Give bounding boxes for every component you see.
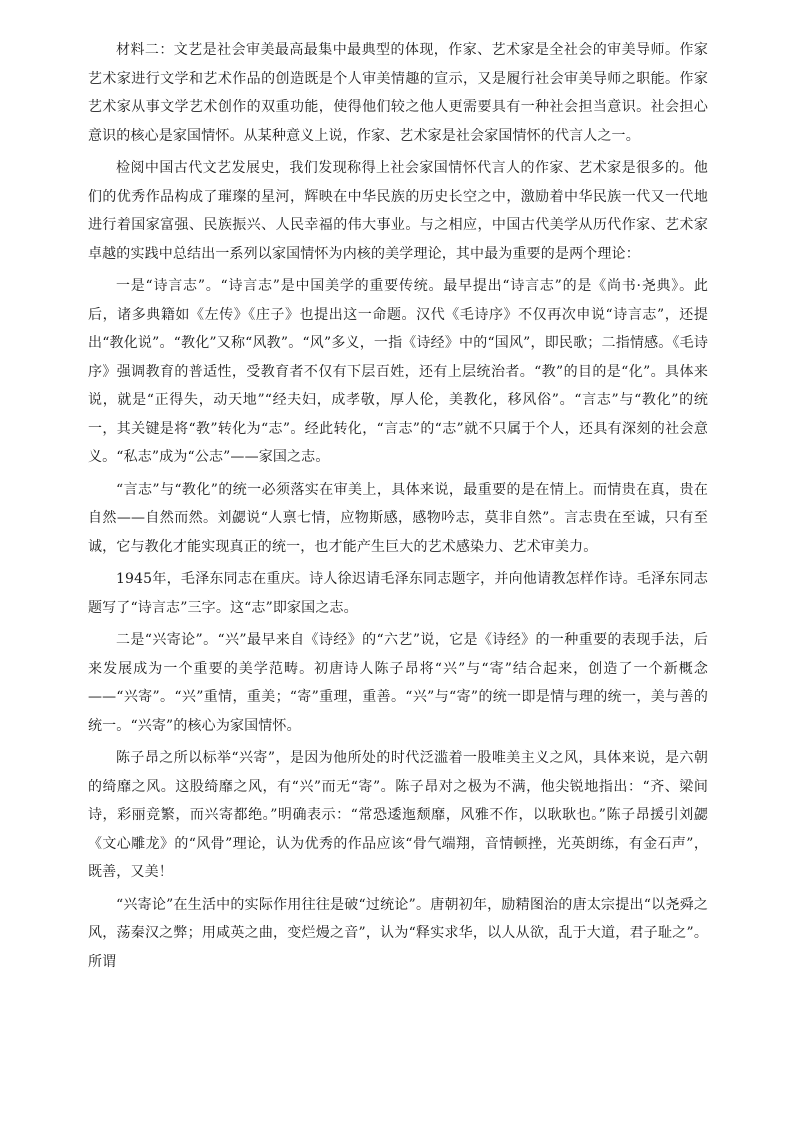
paragraph-1945-chongqing: 1945年，毛泽东同志在重庆。诗人徐迟请毛泽东同志题字，并向他请教怎样作诗。毛泽东同志题写了“诗言志”三字。这“志”即家国之志。 <box>88 571 708 616</box>
paragraph-xingji-practice: “兴寄论”在生活中的实际作用往往是破“过统论”。唐朝初年，励精图治的唐太宗提出“以尧舜之风，荡秦汉之弊；用咸英之曲，变烂熳之音”，认为“释实求华，以人从欲，乱于大道，君子耻之”。所谓 <box>88 896 708 970</box>
paragraph-shi-yan-zhi: 一是“诗言志”。“诗言志”是中国美学的重要传统。最早提出“诗言志”的是《尚书·尧典》。此后，诸多典籍如《左传》《庄子》也提出这一命题。汉代《毛诗序》不仅再次申说“诗言志”，还提出“教化说”。“教化”又称“风教”。“风”多义，一指《诗经》中的“国风”，即民歌；二指情感。《毛诗序》强调教育的普适性，受教育者不仅有下层百姓，还有上层统治者。“教”的目的是“化”。具体来说，就是“正得失，动天地”“经夫妇，成孝敬，厚人伦，美教化，移风俗”。“言志”与“教化”的统一，其关键是将“教”转化为“志”。经此转化，“言志”的“志”就不只属于个人，还具有深刻的社会意义。“私志”成为“公志”——家国之志。 <box>88 278 708 465</box>
paragraph-xing-ji-lun: 二是“兴寄论”。“兴”最早来自《诗经》的“六艺”说，它是《诗经》的一种重要的表现手法，后来发展成为一个重要的美学范畴。初唐诗人陈子昂将“兴”与“寄”结合起来，创造了一个新概念——“兴寄”。“兴”重情，重美；“寄”重理，重善。“兴”与“寄”的统一即是情与理的统一，美与善的统一。“兴寄”的核心为家国情怀。 <box>88 632 708 734</box>
paragraph-ancient-art-history: 检阅中国古代文艺发展史，我们发现称得上社会家国情怀代言人的作家、艺术家是很多的。他们的优秀作品构成了璀璨的星河，辉映在中华民族的历史长空之中，激励着中华民族一代又一代地进行着国家富强、民族振兴、人民幸福的伟大事业。与之相应，中国古代美学从历代作家、艺术家卓越的实践中总结出一系列以家国情怀为内核的美学理论，其中最为重要的是两个理论： <box>88 160 708 262</box>
document-page <box>88 36 708 980</box>
paragraph-yanzhi-jiaohua: “言志”与“教化”的统一必须落实在审美上，具体来说，最重要的是在情上。而情贵在真，贵在自然——自然而然。刘勰说“人禀七情，应物斯感，感物吟志，莫非自然”。言志贵在至诚，只有至诚，它与教化才能实现真正的统一，也才能产生巨大的艺术感染力、艺术审美力。 <box>88 481 708 555</box>
paragraph-chen-ziang: 陈子昂之所以标举“兴寄”，是因为他所处的时代泛滥着一股唯美主义之风，具体来说，是六朝的绮靡之风。这股绮靡之风，有“兴”而无“寄”。陈子昂对之极为不满，他尖锐地指出：“齐、梁间诗，彩丽竞繁，而兴寄都绝。”明确表示：“常恐逶迤颓靡，风雅不作，以耿耿也。”陈子昂援引刘勰《文心雕龙》的“风骨”理论，认为优秀的作品应该“骨气端翔，音情顿挫，光英朗练，有金石声”，既善，又美！ <box>88 750 708 880</box>
paragraph-material-two: 材料二：文艺是社会审美最高最集中最典型的体现，作家、艺术家是全社会的审美导师。作家艺术家进行文学和艺术作品的创造既是个人审美情趣的宣示，又是履行社会审美导师之职能。作家艺术家从事文学艺术创作的双重功能，使得他们较之他人更需要具有一种社会担当意识。社会担心意识的核心是家国情怀。从某种意义上说，作家、艺术家是社会家国情怀的代言人之一。 <box>88 42 708 144</box>
